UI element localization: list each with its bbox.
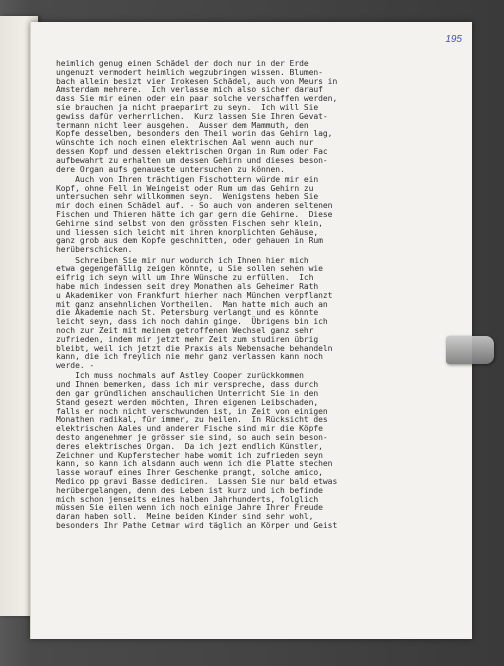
text-line: dessen Kopf und dessen elektrischen Organ in Rum oder Fac (56, 146, 328, 156)
text-line: Kopfe desselben, besonders den Theil worin das Gehirn lag, (56, 129, 333, 139)
text-line: noch zur Zeit mit meinem getroffenen Wechsel ganz sehr (56, 325, 314, 335)
text-line: dere Organ aufs genaueste untersuchen zu können. (56, 164, 285, 174)
text-line: Kopf, ohne Fell in Weingeist oder Rum um das Gehirn zu (56, 183, 314, 193)
letter-text (56, 60, 428, 531)
text-line: zufrieden, indem mir jetzt mehr Zeit zum studiren übrig (56, 334, 319, 344)
text-line: mir doch einen Schädel auf. - So auch von anderen seltenen (56, 201, 333, 211)
text-line: habe mich indessen seit drey Monathen als Geheimer Rath (56, 281, 319, 291)
text-line: und Ihnen bemerken, dass ich mir verspreche, dass durch (56, 380, 319, 390)
text-line: mich schon jenseits eines halben Jahrhunderts, folglich (56, 494, 319, 504)
text-line: ganz grob aus dem Kopfe geschnitten, oder gehauen in Rum (56, 236, 323, 246)
text-line: kann, die ich freylich nie mehr ganz verlassen kann noch (56, 352, 323, 362)
text-line: u Akademiker von Frankfurt hierher nach München verpflanzt (56, 290, 333, 300)
text-line: Amsterdam mehrere. Ich verlasse mich also sicher darauf (56, 85, 323, 95)
text-line: ungenuzt vermodert heimlich wegzubringen wissen. Blumen- (56, 67, 323, 77)
text-line: wünschte ich noch einen elektrischen Aal wenn auch nur (56, 138, 314, 148)
page-tab-marker[interactable] (446, 336, 494, 364)
text-line: bach allein besizt vier Irokesen Schädel, auch von Meurs in (56, 76, 338, 86)
text-line: besonders Ihr Pathe Cetmar wird täglich an Körper und Geist (56, 520, 338, 530)
text-line: bleibt, weil ich jetzt die Praxis als Nebensache behandeln (56, 343, 333, 353)
text-line: falls er noch nicht verschwunden ist, in Zeit von einigen (56, 406, 328, 416)
text-line: herübergelangen, denn des Leben ist kurz und ich befinde (56, 485, 323, 495)
text-line: und liessen sich leicht mit ihren knorplichten Gehäuse, (56, 227, 319, 237)
text-line: lasse worauf eines Ihrer Geschenke prangt, solche amico, (56, 468, 323, 478)
text-line: Gehirne sind selbst von den grössten Fischen sehr klein, (56, 218, 323, 228)
text-line: Monathen radikal, für immer, zu heilen. In Rücksicht des (56, 415, 328, 425)
text-line: Schreiben Sie mir nur wodurch ich Ihnen hier mich (56, 255, 309, 265)
text-line: mit ganz ansehnlichen Vortheilen. Man hatte mich auch an (56, 299, 328, 309)
text-line: Fischen und Thieren hätte ich gar gern die Gehirne. Diese (56, 210, 333, 220)
text-line: untersuchen sehr willkommen seyn. Wenigstens heben Sie (56, 192, 319, 202)
text-line: aufbewahrt zu erhalten um dessen Gehirn und dieses beson- (56, 155, 328, 165)
text-line: Ich muss nochmals auf Astley Cooper zurückkommen (56, 371, 304, 381)
text-line: gewiss dafür verherrlichen. Kurz lassen Sie Ihren Gevat- (56, 111, 328, 121)
text-line: den gar gründlichen anschaulichen Unterricht Sie in den (56, 388, 319, 398)
text-line: Stand gesezt werden möchten, Ihren eigenen Leibschaden, (56, 397, 319, 407)
text-line: Auch von Ihren trächtigen Fischottern würde mir ein (56, 174, 319, 184)
text-line: werde. - (56, 361, 95, 371)
text-line: leicht seyn, dass ich noch dahin ginge. Übrigens bin ich (56, 317, 328, 327)
text-line: kann, so kann ich alsdann auch wenn ich die Platte stechen (56, 459, 333, 469)
text-line: sie brauchen ja nicht praeparirt zu seyn. Ich will Sie (56, 102, 319, 112)
text-line: herüberschicken. (56, 245, 133, 255)
text-line: die Akademie nach St. Petersburg verlangt und es könnte (56, 308, 319, 318)
text-line: Medico pp gravi Basse dediciren. Lassen Sie nur bald etwas (56, 476, 338, 486)
page-number: 195 (445, 34, 462, 45)
text-line: etwa gegengefällig zeigen könnte, u Sie sollen sehen wie (56, 264, 323, 274)
text-line: müssen Sie eilen wenn ich noch einige Jahre Ihrer Freude (56, 503, 323, 513)
text-line: dass Sie mir einen oder ein paar solche verschaffen werden, (56, 94, 338, 104)
text-line: desto angenehmer je grösser sie sind, so auch sein beson- (56, 432, 328, 442)
text-line: heimlich genug einen Schädel der doch nur in der Erde (56, 59, 309, 68)
text-line: eifrig ich seyn will um Ihre Wünsche zu erfüllen. Ich (56, 273, 314, 283)
text-line: termann nicht leer ausgehen. Ausser dem Mammuth, den (56, 120, 309, 130)
text-line: daran haben soll. Meine beiden Kinder sind sehr wohl, (56, 512, 314, 522)
text-line: elektrischen Aales und anderer Fische sind mir die Köpfe (56, 424, 323, 434)
text-line: deres elektrisches Organ. Da ich jezt endlich Künstler, (56, 441, 323, 451)
text-line: Zeichner und Kupferstecher habe womit ich zufrieden seyn (56, 450, 323, 460)
